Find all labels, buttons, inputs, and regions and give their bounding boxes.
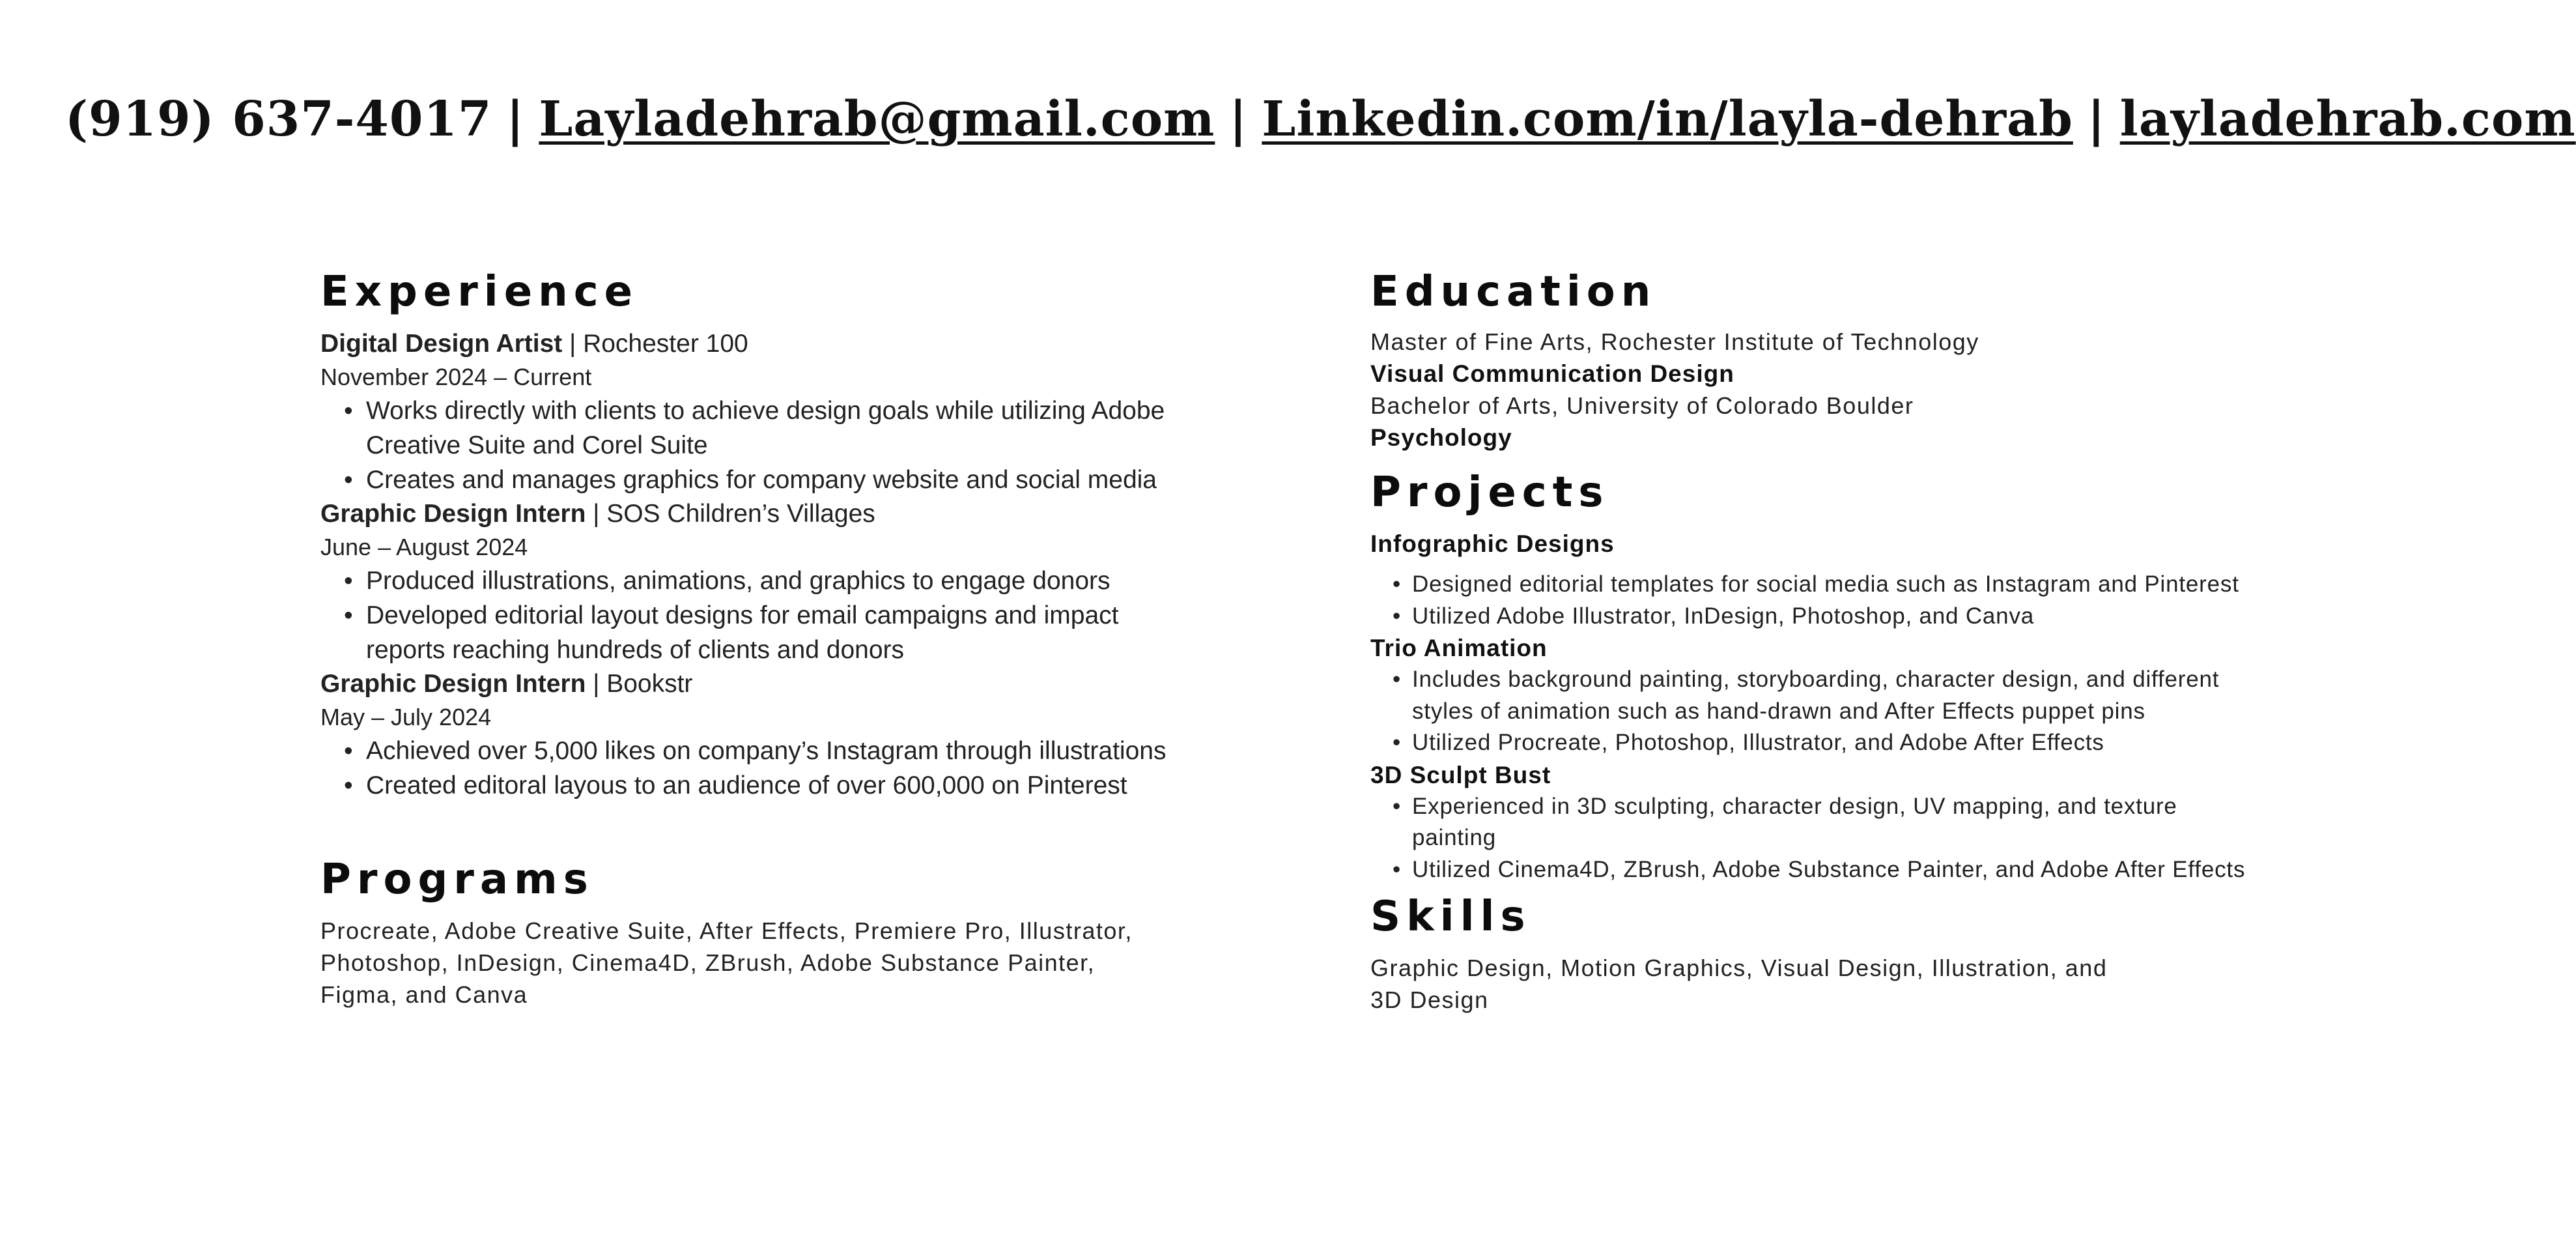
job-entry [320,667,1167,803]
list-item: • Designed editorial templates for social media such as Instagram and Pinterest [1412,569,2256,601]
separator: | [2087,91,2106,147]
list-item: • Utilized Procreate, Photoshop, Illustrator, and Adobe After Effects [1412,727,2256,759]
website-link[interactable]: layladehrab.com [2119,91,2576,147]
degree-masters: Master of Fine Arts, Rochester Institute of Technology [1370,328,1979,355]
job-dates: November 2024 – Current [320,364,592,390]
project-entry [1370,759,2256,886]
project-entry [1370,528,2256,632]
list-item: • Creates and manages graphics for company website and social media [366,463,1167,497]
job-title: Graphic Design Intern [320,670,586,698]
job-bullets [320,394,1167,497]
education-heading: Education [1370,268,1657,316]
major-masters: Visual Communication Design [1370,360,1734,387]
skills-list: Graphic Design, Motion Graphics, Visual Design, Illustration, and 3D Design [1370,955,2108,1013]
contact-line [65,91,2576,147]
job-dates: June – August 2024 [320,534,528,560]
list-item: • Utilized Cinema4D, ZBrush, Adobe Substance Painter, and Adobe After Effects [1412,854,2256,886]
skills-section [1370,885,2256,1016]
project-name: Infographic Designs [1370,530,1615,557]
job-title: Graphic Design Intern [320,500,586,528]
list-item: • Achieved over 5,000 likes on company’s Instagram through illustrations [366,734,1167,768]
degree-bachelors: Bachelor of Arts, University of Colorado Boulder [1370,392,1914,419]
experience-section [320,261,1167,803]
list-item: • Utilized Adobe Illustrator, InDesign, Photoshop, and Canva [1412,601,2256,633]
email-link[interactable]: Layladehrab@gmail.com [539,91,1215,147]
list-item: • Produced illustrations, animations, and graphics to engage donors [366,564,1167,598]
skills-heading: Skills [1370,893,1531,941]
projects-heading: Projects [1370,468,1609,517]
list-item: • Created editoral layous to an audience of over 600,000 on Pinterest [366,768,1167,803]
linkedin-link[interactable]: Linkedin.com/in/layla-dehrab [1262,91,2073,147]
education-section [1370,261,2256,453]
job-entry [320,327,1167,497]
separator: | [506,91,525,147]
job-bullets [320,564,1167,667]
project-entry [1370,632,2256,759]
project-bullets [1370,664,2256,759]
left-column [320,261,1167,1011]
experience-heading: Experience [320,268,639,316]
job-company: | SOS Children’s Villages [586,500,875,528]
programs-list: Procreate, Adobe Creative Suite, After Effects, Premiere Pro, Illustrator, Photoshop, InDesign, Cinema4D, ZBrush, Adobe Substance Painter, Figma, and Canva [320,917,1133,1008]
list-item: • Works directly with clients to achieve design goals while utilizing Adobe Creative Suite and Corel Suite [366,394,1167,463]
list-item: • Includes background painting, storyboarding, character design, and different styles of animation such as hand-drawn and After Effects puppet pins [1412,664,2256,727]
job-entry [320,497,1167,667]
major-bachelors: Psychology [1370,424,1512,451]
list-item: • Developed editorial layout designs for email campaigns and impact reports reaching hundreds of clients and donors [366,598,1167,667]
programs-heading: Programs [320,856,594,904]
job-title: Digital Design Artist [320,330,563,358]
right-column [1370,261,2256,1016]
projects-section [1370,461,2256,885]
programs-section [320,848,1167,1011]
project-bullets [1370,569,2256,632]
list-item: • Experienced in 3D sculpting, character design, UV mapping, and texture painting [1412,791,2256,854]
job-bullets [320,734,1167,803]
project-name: Trio Animation [1370,635,1548,661]
job-company: | Bookstr [586,670,693,698]
job-dates: May – July 2024 [320,704,492,730]
project-bullets [1370,791,2256,886]
job-company: | Rochester 100 [562,330,748,358]
separator: | [1229,91,1248,147]
phone-number: (919) 637-4017 [65,91,492,147]
project-name: 3D Sculpt Bust [1370,761,1551,788]
